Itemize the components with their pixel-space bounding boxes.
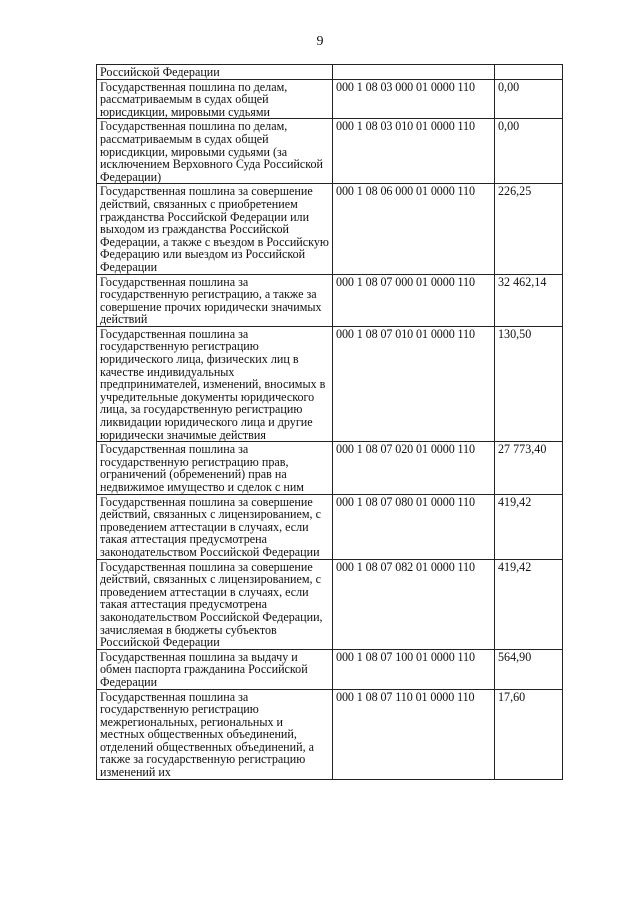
budget-code-cell: 000 1 08 07 010 01 0000 110 (333, 326, 495, 441)
revenue-name-cell: Государственная пошлина за государственную регистрацию юридического лица, физических лиц в качестве индивидуальных предпринимателей, изменений, вносимых в учредительные документы юридического лица, за государственную регистрацию ликвидации юридического лица и другие юридически значимые действия (97, 326, 333, 441)
amount-cell: 564,90 (495, 649, 563, 689)
amount-cell: 419,42 (495, 559, 563, 649)
amount-cell: 27 773,40 (495, 442, 563, 494)
revenue-name-cell: Государственная пошлина за государственную регистрацию, а также за совершение прочих юридически значимых действий (97, 274, 333, 326)
amount-cell: 17,60 (495, 689, 563, 779)
table-row (97, 184, 563, 274)
table-row (97, 326, 563, 441)
revenue-name-cell: Государственная пошлина за выдачу и обмен паспорта гражданина Российской Федерации (97, 649, 333, 689)
amount-cell: 130,50 (495, 326, 563, 441)
table-row (97, 119, 563, 184)
amount-cell: 419,42 (495, 494, 563, 559)
table-row (97, 559, 563, 649)
table-row (97, 494, 563, 559)
table-row (97, 274, 563, 326)
amount-cell: 32 462,14 (495, 274, 563, 326)
budget-code-cell: 000 1 08 07 020 01 0000 110 (333, 442, 495, 494)
amount-cell (495, 65, 563, 80)
budget-code-cell: 000 1 08 07 110 01 0000 110 (333, 689, 495, 779)
amount-cell: 0,00 (495, 79, 563, 119)
table-row (97, 79, 563, 119)
table-row (97, 689, 563, 779)
revenue-name-cell: Государственная пошлина за совершение действий, связанных с лицензированием, с проведением аттестации в случаях, если такая аттестация предусмотрена законодательством Российской Федерации, зачисляемая в бюджеты субъектов Российской Федерации (97, 559, 333, 649)
budget-revenue-table (96, 64, 563, 780)
budget-code-cell: 000 1 08 07 100 01 0000 110 (333, 649, 495, 689)
budget-code-cell: 000 1 08 03 000 01 0000 110 (333, 79, 495, 119)
budget-code-cell: 000 1 08 03 010 01 0000 110 (333, 119, 495, 184)
page-number: 9 (316, 34, 324, 49)
budget-code-cell: 000 1 08 07 082 01 0000 110 (333, 559, 495, 649)
revenue-name-cell: Государственная пошлина за государственную регистрацию прав, ограничений (обременений) прав на недвижимое имущество и сделок с ним (97, 442, 333, 494)
budget-code-cell: 000 1 08 07 000 01 0000 110 (333, 274, 495, 326)
revenue-name-cell: Государственная пошлина по делам, рассматриваемым в судах общей юрисдикции, мировыми судьями (за исключением Верховного Суда Российской Федерации) (97, 119, 333, 184)
revenue-name-cell: Государственная пошлина за совершение действий, связанных с приобретением гражданства Российской Федерации или выходом из гражданства Российской Федерации, а также с въездом в Российскую Федерацию или выездом из Российской Федерации (97, 184, 333, 274)
table-body (97, 65, 563, 780)
table-row-continuation (97, 65, 563, 80)
table-row (97, 649, 563, 689)
revenue-name-cell: Государственная пошлина по делам, рассматриваемым в судах общей юрисдикции, мировыми судьями (97, 79, 333, 119)
budget-code-cell: 000 1 08 07 080 01 0000 110 (333, 494, 495, 559)
revenue-name-cell: Российской Федерации (97, 65, 333, 80)
revenue-name-cell: Государственная пошлина за совершение действий, связанных с лицензированием, с проведением аттестации в случаях, если такая аттестация предусмотрена законодательством Российской Федерации (97, 494, 333, 559)
budget-code-cell: 000 1 08 06 000 01 0000 110 (333, 184, 495, 274)
amount-cell: 226,25 (495, 184, 563, 274)
revenue-name-cell: Государственная пошлина за государственную регистрацию межрегиональных, региональных и местных общественных объединений, отделений общественных объединений, а также за государственную регистрацию изменений их (97, 689, 333, 779)
budget-code-cell (333, 65, 495, 80)
amount-cell: 0,00 (495, 119, 563, 184)
table-row (97, 442, 563, 494)
